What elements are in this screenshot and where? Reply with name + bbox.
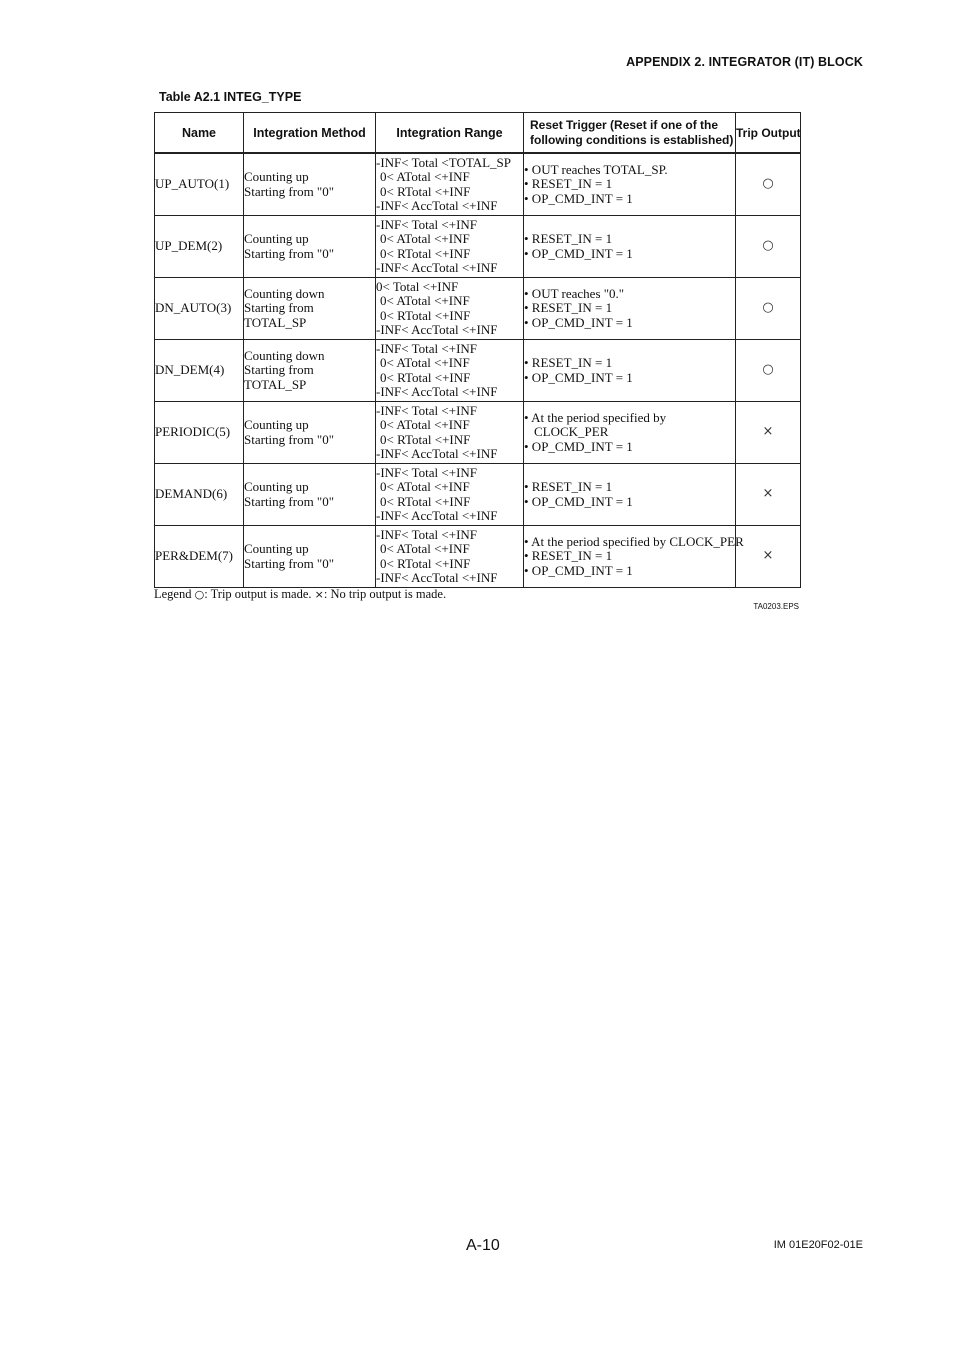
row-name: DN_DEM(4) [155,340,244,402]
table-row [155,464,801,526]
range-line: -INF< AccTotal <+INF [376,322,498,337]
method-line: Counting up [244,169,309,184]
trigger-line: • RESET_IN = 1 [524,176,613,192]
range-line: 0< RTotal <+INF [380,369,471,385]
row-range [376,216,524,278]
row-name: UP_DEM(2) [155,216,244,278]
method-line: Counting up [244,541,309,556]
integ-type-table [154,112,801,588]
trip-output-cross-icon: × [736,402,801,464]
range-line: 0< ATotal <+INF [380,479,470,494]
row-reset-trigger [524,216,736,278]
range-line: -INF< Total <+INF [376,340,478,356]
trigger-line: • OUT reaches TOTAL_SP. [524,161,668,177]
cross-icon: × [314,588,324,601]
column-header-method: Integration Method [244,113,376,154]
method-line: Counting down [244,347,325,363]
row-method [244,216,376,278]
row-method [244,526,376,588]
column-header-reset-trigger [524,113,736,154]
range-line: -INF< AccTotal <+INF [376,508,498,523]
row-range [376,153,524,216]
trigger-line: • At the period specified by [524,409,667,425]
method-line: Starting from [244,300,314,316]
row-range [376,464,524,526]
range-line: 0< ATotal <+INF [380,169,470,184]
column-header-trip-output: Trip Output [736,113,801,154]
row-name: UP_AUTO(1) [155,153,244,216]
range-line: -INF< AccTotal <+INF [376,446,498,461]
row-method [244,278,376,340]
range-line: -INF< AccTotal <+INF [376,570,498,585]
row-reset-trigger [524,402,736,464]
range-line: 0< Total <+INF [376,278,459,294]
table-legend [154,587,446,602]
range-line: 0< RTotal <+INF [380,183,471,199]
range-line: 0< RTotal <+INF [380,493,471,509]
table-row [155,340,801,402]
row-reset-trigger [524,464,736,526]
trip-output-circle-icon: ○ [736,153,801,216]
range-line: -INF< AccTotal <+INF [376,260,498,275]
row-method [244,464,376,526]
trigger-line: • RESET_IN = 1 [524,548,613,564]
trigger-line: • RESET_IN = 1 [524,300,613,316]
page-number: A-10 [466,1237,500,1254]
trigger-line: • OP_CMD_INT = 1 [524,493,633,509]
row-name: DN_AUTO(3) [155,278,244,340]
range-line: 0< ATotal <+INF [380,417,470,432]
row-range [376,402,524,464]
table-header-row [155,113,801,154]
method-line: Counting up [244,479,309,494]
row-method [244,340,376,402]
table-row [155,278,801,340]
row-range [376,278,524,340]
trigger-line: • OP_CMD_INT = 1 [524,245,633,261]
section-header: APPENDIX 2. INTEGRATOR (IT) BLOCK [626,55,863,69]
row-reset-trigger [524,340,736,402]
trigger-line: • OP_CMD_INT = 1 [524,314,633,330]
reset-header-line: following conditions is established) [530,132,734,147]
table-row [155,402,801,464]
column-header-name: Name [155,113,244,154]
document-id: IM 01E20F02-01E [773,1239,863,1251]
trip-output-cross-icon: × [736,526,801,588]
trigger-line: • RESET_IN = 1 [524,355,613,370]
figure-reference: TA0203.EPS [753,602,799,611]
range-line: -INF< AccTotal <+INF [376,384,498,399]
table-row [155,526,801,588]
trip-output-circle-icon: ○ [736,278,801,340]
range-line: -INF< Total <TOTAL_SP [376,154,512,170]
table-caption: Table A2.1 INTEG_TYPE [159,90,302,104]
trip-output-circle-icon: ○ [736,216,801,278]
trigger-line: • OP_CMD_INT = 1 [524,369,633,385]
row-method [244,402,376,464]
trigger-line: • OP_CMD_INT = 1 [524,562,633,578]
row-range [376,340,524,402]
row-range [376,526,524,588]
method-line: Starting from "0" [244,555,335,571]
method-line: Starting from "0" [244,183,335,199]
method-line: Counting up [244,417,309,432]
legend-not-made-text: : No trip output is made. [323,587,447,601]
range-line: -INF< Total <+INF [376,464,478,480]
method-line: Starting from [244,362,314,378]
row-name: DEMAND(6) [155,464,244,526]
legend-prefix: Legend [154,587,195,601]
method-line: TOTAL_SP [244,314,307,330]
reset-header-line: Reset Trigger (Reset if one of the [530,117,719,132]
method-line: Counting up [244,231,309,246]
method-line: Starting from "0" [244,493,335,509]
range-line: 0< RTotal <+INF [380,307,471,323]
method-line: Starting from "0" [244,245,335,261]
trigger-line: • RESET_IN = 1 [524,231,613,246]
trip-output-circle-icon: ○ [736,340,801,402]
range-line: -INF< AccTotal <+INF [376,198,498,213]
method-line: TOTAL_SP [244,376,307,392]
range-line: 0< ATotal <+INF [380,355,470,370]
table-row [155,216,801,278]
range-line: 0< ATotal <+INF [380,541,470,556]
table-row [155,153,801,216]
row-reset-trigger [524,526,744,588]
row-name: PERIODIC(5) [155,402,244,464]
trigger-line: • RESET_IN = 1 [524,479,613,494]
row-name: PER&DEM(7) [155,526,244,588]
range-line: -INF< Total <+INF [376,526,478,542]
range-line: 0< ATotal <+INF [380,231,470,246]
column-header-range: Integration Range [376,113,524,154]
range-line: 0< RTotal <+INF [380,555,471,571]
row-reset-trigger [524,278,736,340]
range-line: 0< RTotal <+INF [380,431,471,447]
circle-icon: ○ [194,588,205,601]
trip-output-cross-icon: × [736,464,801,526]
range-line: -INF< Total <+INF [376,216,478,232]
trigger-line: • OP_CMD_INT = 1 [524,190,633,206]
trigger-line: CLOCK_PER [534,424,609,440]
trigger-line: • OUT reaches "0." [524,285,625,301]
row-method [244,153,376,216]
method-line: Counting down [244,285,325,301]
legend-made-text: : Trip output is made. [204,587,315,601]
range-line: 0< RTotal <+INF [380,245,471,261]
range-line: 0< ATotal <+INF [380,293,470,308]
trigger-line: • OP_CMD_INT = 1 [524,438,633,454]
row-reset-trigger [524,153,736,216]
method-line: Starting from "0" [244,431,335,447]
range-line: -INF< Total <+INF [376,402,478,418]
trigger-line: • At the period specified by CLOCK_PER [524,533,744,549]
